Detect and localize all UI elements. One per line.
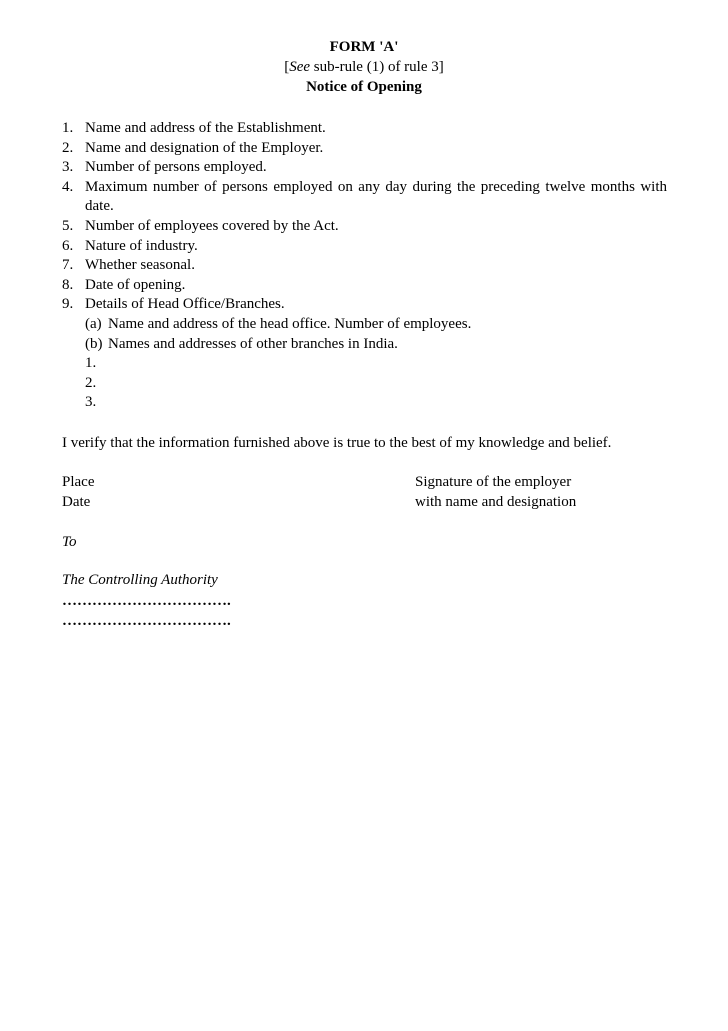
address-dotted-line: …………………………….: [62, 593, 231, 609]
item-text: Name and designation of the Employer.: [85, 139, 324, 156]
form-items-list: [62, 119, 667, 413]
item-text: Maximum number of persons employed on any day during the preceding twelve months with date.: [85, 178, 667, 215]
list-item: [62, 276, 667, 296]
item-text: Date of opening.: [85, 276, 186, 293]
item-text: Number of persons employed.: [85, 159, 267, 176]
subitem-text: Names and addresses of other branches in India.: [108, 335, 398, 352]
item-number: 2.: [62, 139, 74, 156]
signature-label: Signature of the employer: [415, 474, 572, 490]
form-header: [0, 37, 728, 97]
branch-line: 1.: [85, 355, 97, 372]
rule-ref-rest: sub-rule (1) of rule 3]: [310, 59, 444, 75]
subitem-a: [85, 315, 667, 335]
designation-label: with name and designation: [415, 494, 577, 510]
rule-ref-see: See: [289, 59, 311, 75]
item-number: 8.: [62, 276, 74, 293]
subitem-text: Name and address of the head office. Number of employees.: [108, 315, 472, 332]
branch-details: [62, 315, 667, 413]
form-title: FORM 'A': [329, 39, 399, 55]
item-number: 7.: [62, 257, 74, 274]
to-label: To: [62, 534, 77, 550]
rule-ref-open: [: [284, 59, 290, 75]
subitem-marker: (b): [85, 335, 103, 352]
list-item: [62, 178, 667, 217]
subitem-b: [85, 335, 667, 355]
item-text: Details of Head Office/Branches.: [85, 296, 285, 313]
item-number: 3.: [62, 159, 74, 176]
item-text: Number of employees covered by the Act.: [85, 217, 339, 234]
list-item: [62, 158, 667, 178]
item-text: Name and address of the Establishment.: [85, 120, 326, 136]
subitem-marker: (a): [85, 315, 102, 332]
list-item: [62, 119, 667, 139]
controlling-authority: The Controlling Authority: [62, 572, 218, 588]
item-text: Nature of industry.: [85, 237, 198, 254]
item-number: 4.: [62, 178, 74, 195]
item-number: 5.: [62, 217, 74, 234]
list-item: [62, 217, 667, 237]
verification-statement: I verify that the information furnished above is true to the best of my knowledge and belief.: [62, 435, 612, 451]
branch-line: 3.: [85, 394, 97, 411]
rule-reference: [0, 57, 728, 77]
item-number: 1.: [62, 120, 74, 136]
place-label: Place: [62, 474, 95, 490]
notice-title: Notice of Opening: [306, 79, 422, 95]
list-item: [62, 237, 667, 257]
list-item: [62, 256, 667, 276]
address-dotted-line: …………………………….: [62, 613, 231, 629]
item-text: Whether seasonal.: [85, 257, 195, 274]
date-label: Date: [62, 494, 91, 510]
item-number: 6.: [62, 237, 74, 254]
list-item: [62, 139, 667, 159]
branch-line: 2.: [85, 374, 97, 391]
list-item: [62, 295, 667, 315]
item-number: 9.: [62, 296, 74, 313]
